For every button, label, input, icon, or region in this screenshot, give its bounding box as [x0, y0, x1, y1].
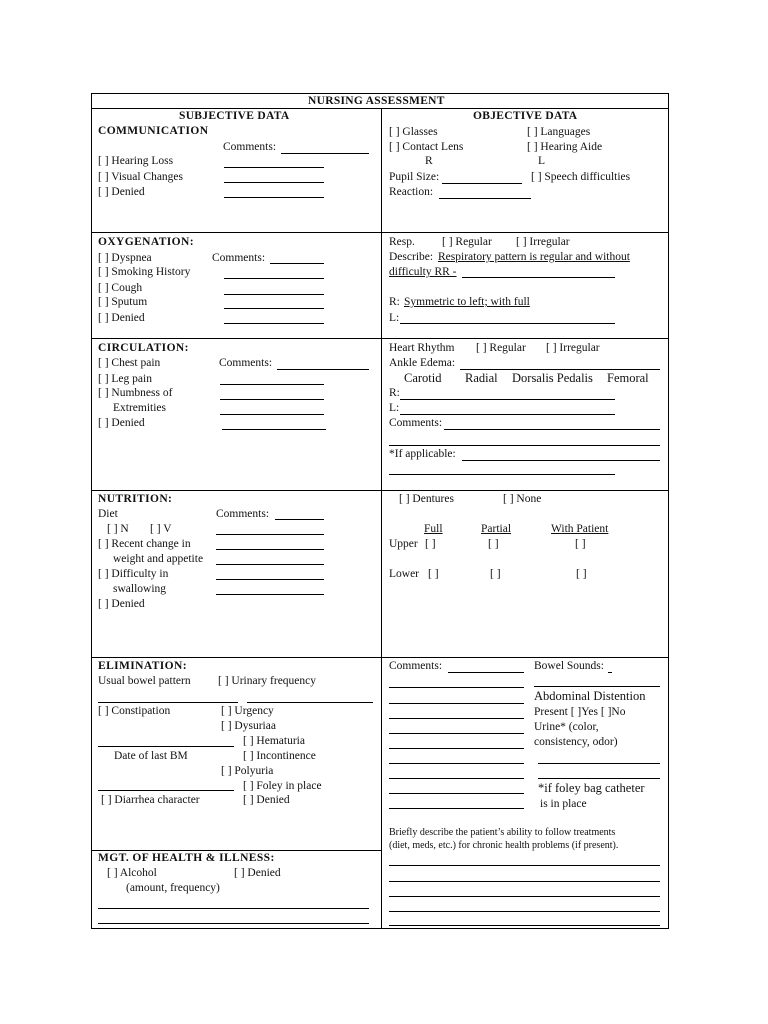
rr-field[interactable] — [462, 277, 615, 278]
smoking-history-checkbox[interactable]: [ ] Smoking History — [98, 266, 191, 278]
circulation-denied-field[interactable] — [222, 429, 326, 430]
pulses-r-field[interactable] — [400, 399, 615, 400]
breath-sounds-r-text[interactable]: Symmetric to left; with full — [404, 296, 530, 308]
mgt-denied-checkbox[interactable]: [ ] Denied — [234, 867, 281, 879]
with-patient-column-label: With Patient — [551, 523, 609, 535]
rr-text[interactable]: difficulty RR - — [389, 266, 457, 278]
describe-label: Describe: — [389, 251, 434, 263]
section-divider-3 — [92, 490, 668, 491]
weight-appetite-label: weight and appetite — [113, 553, 204, 565]
distention-present-checkbox[interactable]: Present [ ]Yes [ ]No — [534, 706, 626, 718]
urine-label: Urine* (color, — [534, 721, 599, 733]
difficulty-swallowing-checkbox[interactable]: [ ] Difficulty in — [98, 568, 169, 580]
elimination-line-5[interactable] — [389, 748, 524, 749]
pulses-l-label: L: — [389, 402, 400, 414]
circulation-denied-checkbox[interactable]: [ ] Denied — [98, 417, 145, 429]
cough-field[interactable] — [224, 294, 324, 295]
speech-difficulties-checkbox[interactable]: [ ] Speech difficulties — [531, 171, 631, 183]
swallowing-label: swallowing — [113, 583, 167, 595]
alcohol-checkbox[interactable]: [ ] Alcohol — [107, 867, 157, 879]
oxygenation-comments-label: Comments: — [212, 252, 266, 264]
incontinence-checkbox[interactable]: [ ] Incontinence — [243, 750, 316, 762]
none-checkbox[interactable]: [ ] None — [503, 493, 542, 505]
oxygenation-denied-checkbox[interactable]: [ ] Denied — [98, 312, 145, 324]
pulses-l-field[interactable] — [400, 414, 615, 415]
oxygenation-denied-field[interactable] — [224, 323, 324, 324]
extremities-label: Extremities — [113, 402, 167, 414]
heart-rhythm-label: Heart Rhythm — [389, 342, 455, 354]
nutrition-comments-field[interactable] — [275, 519, 324, 520]
elimination-line-7[interactable] — [389, 778, 524, 779]
adherence-line-3[interactable] — [389, 896, 660, 897]
left-label: L — [538, 155, 546, 167]
elimination-line-2[interactable] — [389, 703, 524, 704]
elimination-line-6[interactable] — [389, 763, 524, 764]
date-last-bm-label: Date of last BM — [114, 750, 188, 762]
foley-checkbox[interactable]: [ ] Foley in place — [243, 780, 322, 792]
partial-column-label: Partial — [481, 523, 512, 535]
date-last-bm-field[interactable] — [98, 790, 234, 791]
elimination-line-9[interactable] — [389, 808, 524, 809]
vomiting-checkbox[interactable]: [ ] V — [150, 523, 172, 535]
breath-sounds-r-label: R: — [389, 296, 400, 308]
chest-pain-checkbox[interactable]: [ ] Chest pain — [98, 357, 161, 369]
circulation-comments-label: Comments: — [219, 357, 273, 369]
radial-label: Radial — [465, 371, 498, 385]
abdominal-distention-label: Abdominal Distention — [534, 689, 646, 703]
ankle-edema-label: Ankle Edema: — [389, 357, 456, 369]
heart-irregular-checkbox[interactable]: [ ] Irregular — [546, 342, 600, 354]
extremities-field[interactable] — [220, 414, 324, 415]
sputum-checkbox[interactable]: [ ] Sputum — [98, 296, 148, 308]
in-place-label: is in place — [540, 798, 587, 810]
communication-denied-checkbox[interactable]: [ ] Denied — [98, 186, 145, 198]
ankle-edema-field[interactable] — [460, 369, 660, 370]
contact-lens-checkbox[interactable]: [ ] Contact Lens — [389, 141, 464, 153]
circulation-obj-comments-label: Comments: — [389, 417, 443, 429]
if-applicable-label: *If applicable: — [389, 448, 456, 460]
full-column-label: Full — [424, 523, 443, 535]
nutrition-comments-label: Comments: — [216, 508, 270, 520]
nursing-assessment-form — [91, 93, 669, 929]
circulation-obj-comments-field[interactable] — [444, 429, 660, 430]
lower-partial-checkbox[interactable]: [ ] — [490, 568, 501, 580]
leg-pain-checkbox[interactable]: [ ] Leg pain — [98, 373, 152, 385]
elimination-denied-checkbox[interactable]: [ ] Denied — [243, 794, 290, 806]
upper-label: Upper — [389, 538, 418, 550]
objective-header: OBJECTIVE DATA — [473, 110, 578, 122]
elimination-heading: ELIMINATION: — [98, 660, 187, 672]
recent-change-field[interactable] — [216, 549, 324, 550]
circulation-comments-field[interactable] — [277, 369, 369, 370]
resp-label: Resp. — [389, 236, 415, 248]
section-divider-5-left — [92, 850, 381, 851]
dysuriaa-checkbox[interactable]: [ ] Dysuriaa — [221, 720, 276, 732]
urgency-checkbox[interactable]: [ ] Urgency — [221, 705, 274, 717]
elimination-line-4[interactable] — [389, 733, 524, 734]
swallowing-field[interactable] — [216, 594, 324, 595]
visual-changes-checkbox[interactable]: [ ] Visual Changes — [98, 171, 184, 183]
pupil-size-label: Pupil Size: — [389, 171, 440, 183]
usual-bowel-pattern-label: Usual bowel pattern — [98, 675, 191, 687]
polyuria-checkbox[interactable]: [ ] Polyuria — [221, 765, 274, 777]
oxygenation-heading: OXYGENATION: — [98, 236, 194, 248]
elimination-line-8[interactable] — [389, 793, 524, 794]
elimination-comments-label: Comments: — [389, 660, 443, 672]
numbness-field[interactable] — [220, 399, 324, 400]
subjective-header: SUBJECTIVE DATA — [179, 110, 290, 122]
resp-irregular-checkbox[interactable]: [ ] Irregular — [516, 236, 570, 248]
circulation-heading: CIRCULATION: — [98, 342, 189, 354]
mgt-line-1[interactable] — [98, 908, 369, 909]
carotid-label: Carotid — [404, 371, 442, 385]
breath-sounds-l-field[interactable] — [400, 323, 615, 324]
lower-label: Lower — [389, 568, 420, 580]
oxygenation-comments-field[interactable] — [270, 263, 324, 264]
elimination-line-1[interactable] — [389, 687, 524, 688]
adherence-line-2[interactable] — [389, 881, 660, 882]
pupil-size-field[interactable] — [442, 183, 522, 184]
mgt-health-heading: MGT. OF HEALTH & ILLNESS: — [98, 852, 275, 864]
languages-checkbox[interactable]: [ ] Languages — [527, 126, 591, 138]
hematuria-checkbox[interactable]: [ ] Hematuria — [243, 735, 305, 747]
describe-text[interactable]: Respiratory pattern is regular and without — [438, 251, 630, 263]
reaction-label: Reaction: — [389, 186, 434, 198]
weight-appetite-field[interactable] — [216, 564, 324, 565]
foley-note-label: *if foley bag catheter — [538, 781, 645, 795]
communication-denied-field[interactable] — [224, 197, 324, 198]
title-divider — [92, 108, 668, 109]
if-applicable-field-2[interactable] — [389, 474, 615, 475]
breath-sounds-l-label: L: — [389, 312, 400, 324]
elimination-line-3[interactable] — [389, 718, 524, 719]
dorsalis-pedalis-label: Dorsalis Pedalis — [512, 371, 593, 385]
pulses-r-label: R: — [389, 387, 400, 399]
amount-frequency-label: (amount, frequency) — [126, 882, 220, 894]
bowel-sounds-label: Bowel Sounds: — [534, 660, 604, 672]
nutrition-field-1[interactable] — [216, 534, 324, 535]
sputum-field[interactable] — [224, 308, 324, 309]
elimination-comments-field[interactable] — [448, 672, 524, 673]
diet-label: Diet — [98, 508, 118, 520]
hearing-loss-checkbox[interactable]: [ ] Hearing Loss — [98, 155, 174, 167]
mgt-line-2[interactable] — [98, 923, 369, 924]
resp-regular-checkbox[interactable]: [ ] Regular — [442, 236, 492, 248]
adherence-instruction-line-2: (diet, meds, etc.) for chronic health problems (if present). — [389, 840, 619, 851]
urine-field-1[interactable] — [538, 763, 660, 764]
urinary-frequency-checkbox[interactable]: [ ] Urinary frequency — [218, 675, 317, 687]
upper-partial-checkbox[interactable]: [ ] — [488, 538, 499, 550]
dyspnea-checkbox[interactable]: [ ] Dyspnea — [98, 252, 152, 264]
upper-full-checkbox[interactable]: [ ] — [425, 538, 436, 550]
leg-pain-field[interactable] — [220, 384, 324, 385]
dentures-checkbox[interactable]: [ ] Dentures — [399, 493, 454, 505]
hearing-loss-field[interactable] — [224, 167, 324, 168]
bowel-sounds-field[interactable] — [608, 672, 612, 673]
nutrition-denied-checkbox[interactable]: [ ] Denied — [98, 598, 145, 610]
smoking-history-field[interactable] — [224, 278, 324, 279]
glasses-checkbox[interactable]: [ ] Glasses — [389, 126, 438, 138]
bowel-sounds-field-2[interactable] — [534, 686, 660, 687]
usual-bowel-field[interactable] — [98, 702, 238, 703]
nutrition-heading: NUTRITION: — [98, 493, 173, 505]
section-divider-2 — [92, 338, 668, 339]
constipation-field[interactable] — [98, 746, 234, 747]
urinary-frequency-field[interactable] — [247, 702, 373, 703]
reaction-field[interactable] — [439, 198, 531, 199]
communication-heading: COMMUNICATION — [98, 125, 209, 137]
visual-changes-field[interactable] — [224, 182, 324, 183]
adherence-instruction-line-1: Briefly describe the patient’s ability to follow treatments — [389, 827, 616, 838]
right-label: R — [425, 155, 433, 167]
if-applicable-field[interactable] — [462, 460, 660, 461]
circulation-obj-comments-field-2[interactable] — [389, 445, 660, 446]
diarrhea-checkbox[interactable]: [ ] Diarrhea character — [101, 794, 200, 806]
heart-regular-checkbox[interactable]: [ ] Regular — [476, 342, 526, 354]
numbness-checkbox[interactable]: [ ] Numbness of — [98, 387, 173, 399]
form-title: NURSING ASSESSMENT — [308, 95, 445, 107]
section-divider-4 — [92, 657, 668, 658]
consistency-label: consistency, odor) — [534, 736, 618, 748]
cough-checkbox[interactable]: [ ] Cough — [98, 282, 143, 294]
communication-comments-label: Comments: — [223, 141, 277, 153]
constipation-checkbox[interactable]: [ ] Constipation — [98, 705, 171, 717]
hearing-aide-checkbox[interactable]: [ ] Hearing Aide — [527, 141, 603, 153]
lower-full-checkbox[interactable]: [ ] — [428, 568, 439, 580]
adherence-line-5[interactable] — [389, 925, 660, 926]
upper-with-patient-checkbox[interactable]: [ ] — [575, 538, 586, 550]
femoral-label: Femoral — [607, 371, 649, 385]
adherence-line-4[interactable] — [389, 911, 660, 912]
nausea-checkbox[interactable]: [ ] N — [107, 523, 129, 535]
difficulty-field[interactable] — [216, 579, 324, 580]
adherence-line-1[interactable] — [389, 865, 660, 866]
communication-comments-field[interactable] — [281, 153, 369, 154]
urine-field-2[interactable] — [538, 778, 660, 779]
section-divider-1 — [92, 232, 668, 233]
recent-change-checkbox[interactable]: [ ] Recent change in — [98, 538, 191, 550]
column-divider — [381, 108, 382, 928]
lower-with-patient-checkbox[interactable]: [ ] — [576, 568, 587, 580]
